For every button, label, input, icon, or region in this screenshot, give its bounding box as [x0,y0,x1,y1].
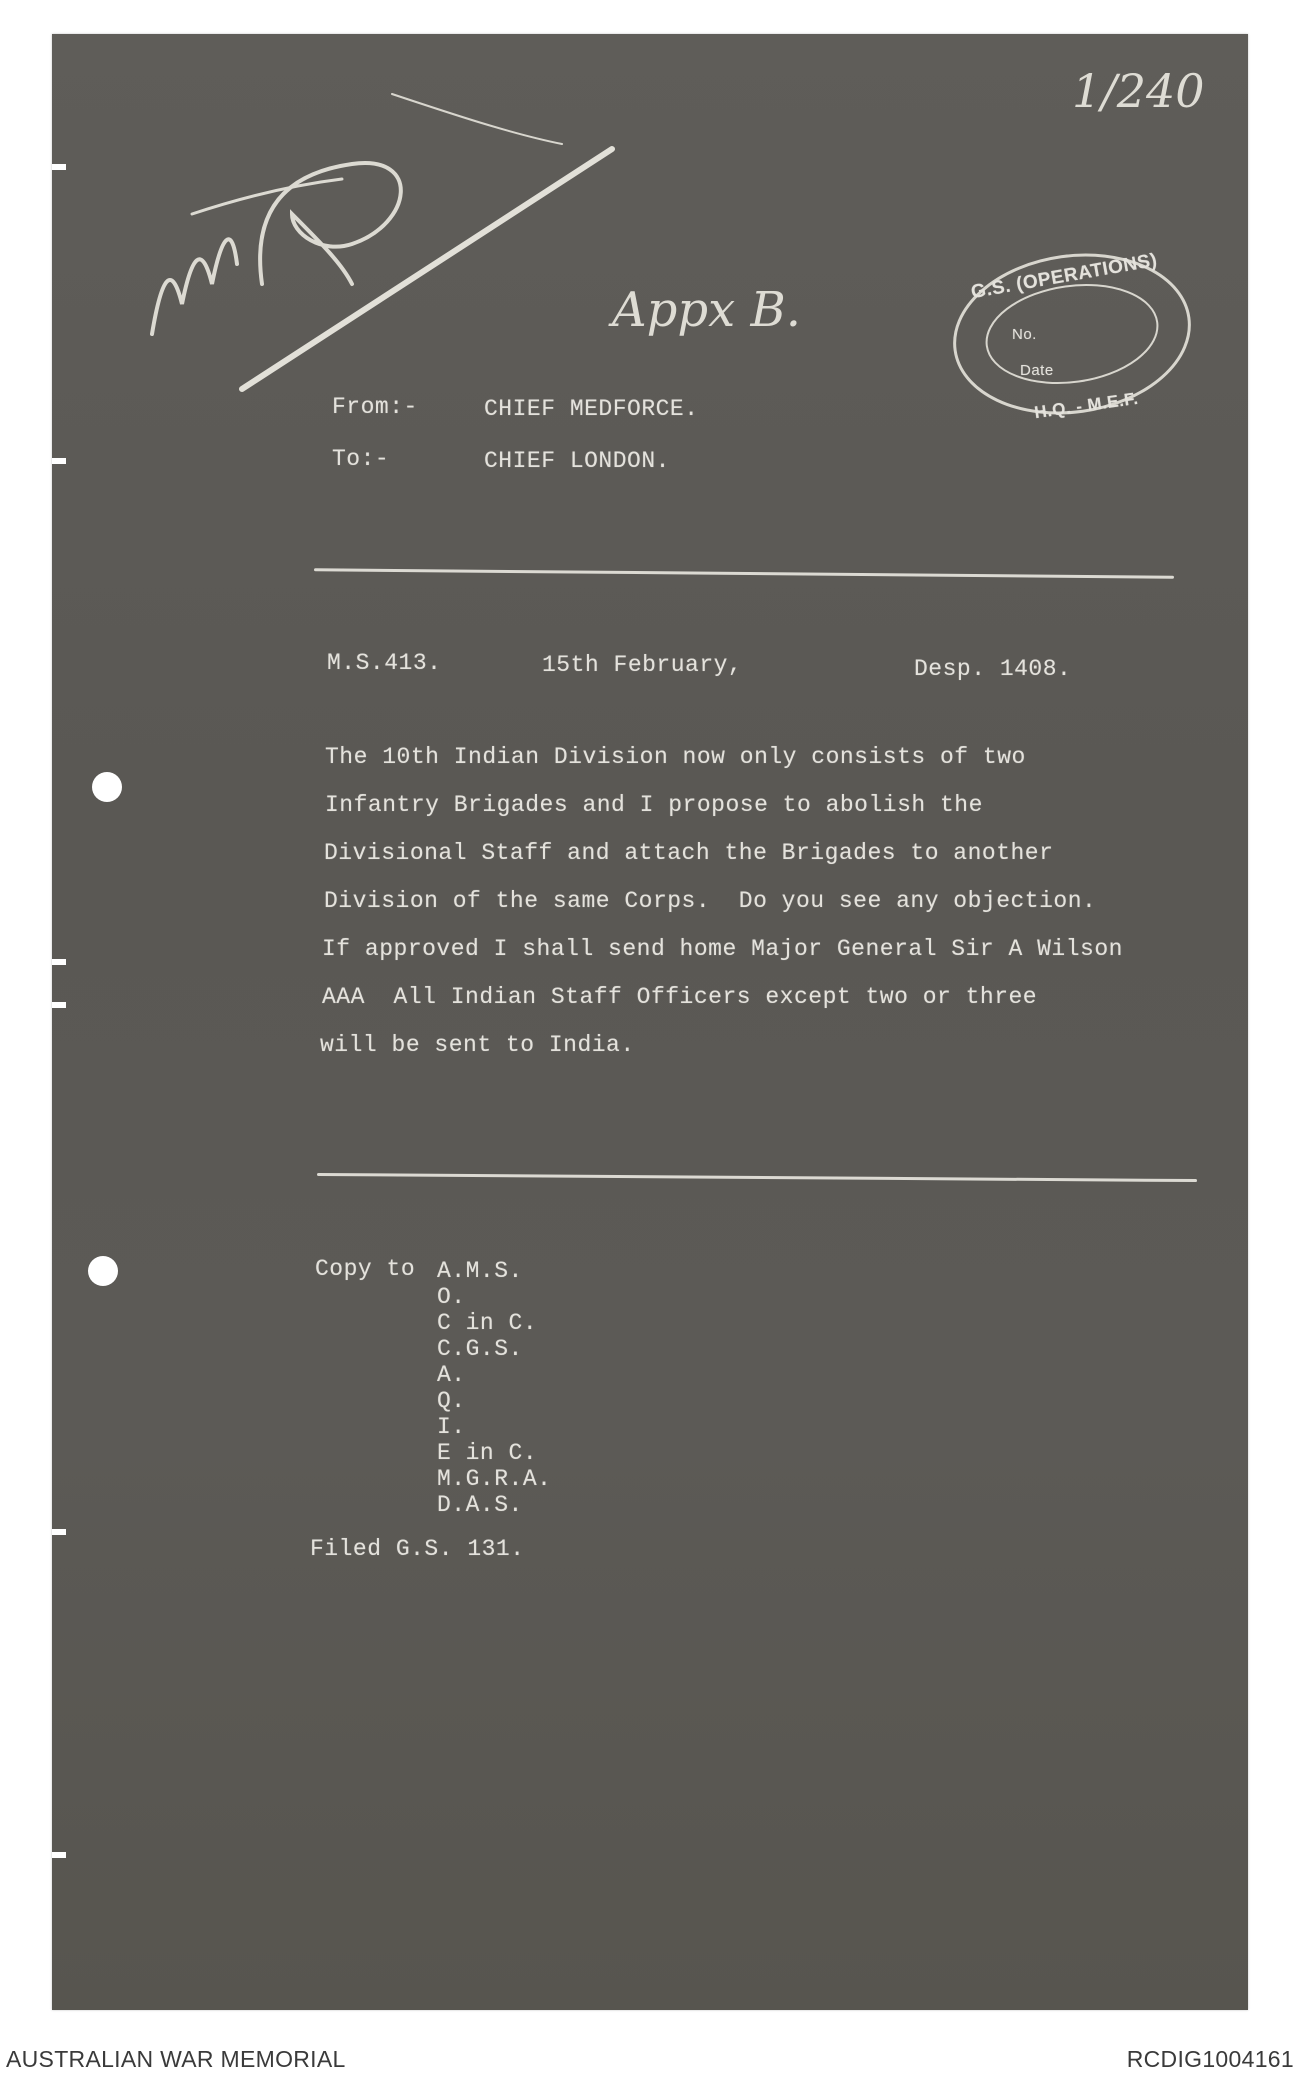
copy-recipient: I. [437,1414,466,1440]
copy-recipient: E in C. [437,1440,538,1466]
copy-recipient: C in C. [437,1310,538,1336]
binding-notch [52,1852,66,1858]
copy-recipient: A. [437,1362,466,1388]
body-line: Division of the same Corps. Do you see any objection. [324,888,1097,914]
to-label: To:- [332,446,390,472]
filed-reference: Filed G.S. 131. [310,1536,525,1562]
despatch-number: Desp. 1408. [914,656,1072,682]
binding-notch [52,1002,66,1008]
handwritten-initials [92,74,652,414]
copy-recipient: M.G.R.A. [437,1466,552,1492]
top-divider [314,568,1174,579]
binding-notch [52,164,66,170]
body-line: will be sent to India. [320,1032,635,1058]
document-sheet [52,34,1248,2010]
stamp-heading: G.S. (OPERATIONS) [969,249,1159,304]
ms-number: M.S.413. [327,650,442,676]
stamp-date-label: Date [1020,362,1054,379]
copy-recipient: O. [437,1284,466,1310]
despatch-date: 15th February, [542,652,743,678]
page-number: 1/240 [1072,64,1205,118]
archive-credit: AUSTRALIAN WAR MEMORIAL [6,2046,346,2072]
copy-recipient: D.A.S. [437,1492,523,1518]
copy-recipient: Q. [437,1388,466,1414]
body-line: Divisional Staff and attach the Brigades to another [324,840,1054,866]
stamp-footer: H.Q. - M.E.F. [1033,388,1140,423]
from-label: From:- [332,394,418,420]
body-line: The 10th Indian Division now only consists of two [325,744,1026,770]
body-line: If approved I shall send home Major General Sir A Wilson [322,936,1123,962]
appendix-annotation: Appx B. [612,282,801,338]
body-line: Infantry Brigades and I propose to abolish the [325,792,983,818]
from-value: CHIEF MEDFORCE. [484,396,699,422]
punch-hole [92,772,122,802]
to-value: CHIEF LONDON. [484,448,670,474]
binding-notch [52,1529,66,1535]
stamp-no-label: No. [1012,326,1037,343]
archive-id: RCDIG1004161 [1126,2046,1294,2072]
punch-hole [88,1256,118,1286]
copy-recipient: A.M.S. [437,1258,523,1284]
copy-recipient: C.G.S. [437,1336,523,1362]
binding-notch [52,458,66,464]
binding-notch [52,959,66,965]
bottom-divider [317,1173,1197,1182]
copy-to-label: Copy to [315,1256,416,1282]
body-line: AAA All Indian Staff Officers except two or three [322,984,1038,1010]
